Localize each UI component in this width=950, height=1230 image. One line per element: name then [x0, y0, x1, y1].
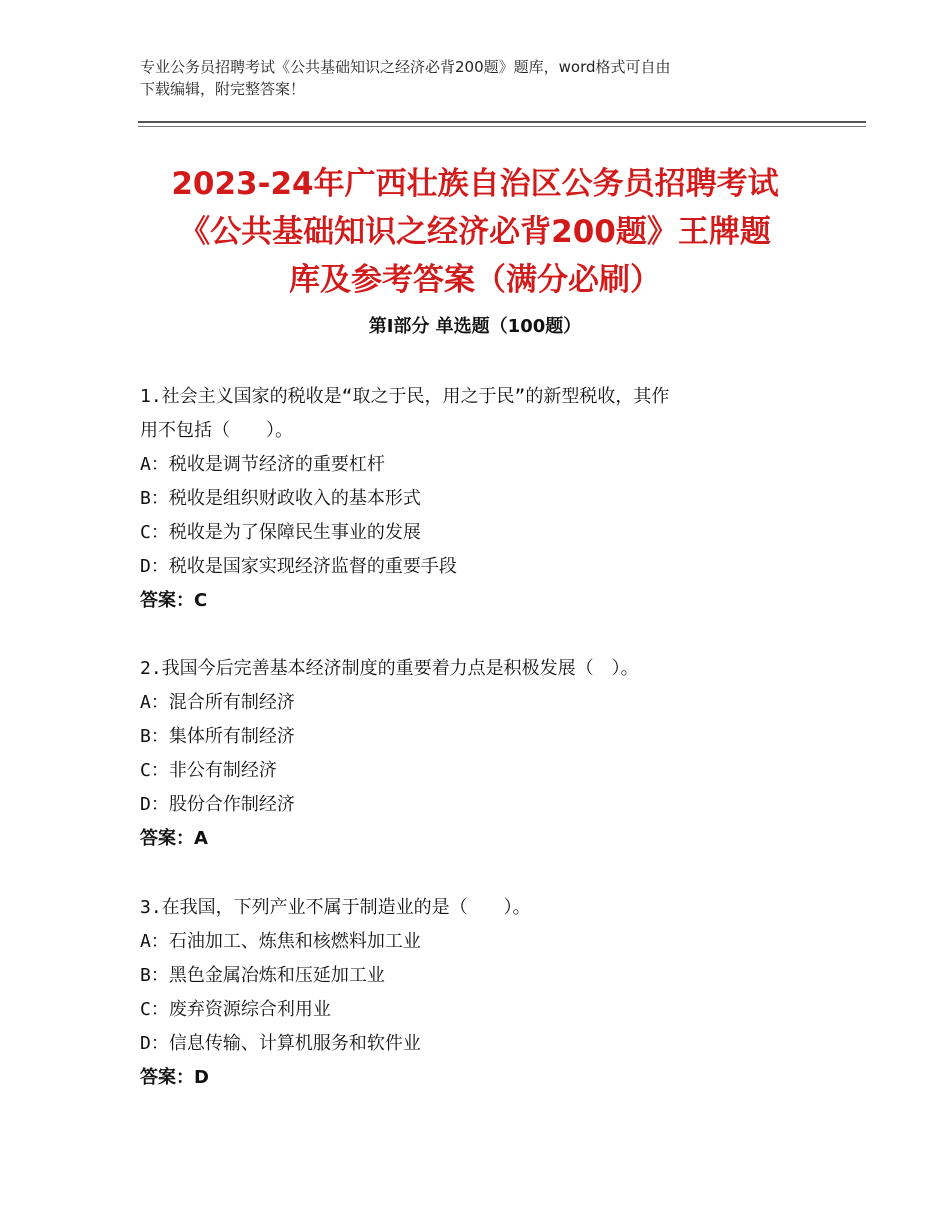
section-heading: 第Ⅰ部分 单选题（100题）: [368, 316, 582, 337]
option-b: B：税收是组织财政收入的基本形式: [140, 488, 421, 509]
header-note: [140, 56, 810, 100]
question-stem-continued: 用不包括（ ）。: [140, 420, 293, 441]
option-d: D：信息传输、计算机服务和软件业: [140, 1033, 421, 1054]
answer-label: 答案：C: [140, 590, 208, 611]
option-d: D：税收是国家实现经济监督的重要手段: [140, 556, 457, 577]
question-2: [140, 652, 820, 856]
header-divider-thin: [138, 126, 866, 127]
answer-label: 答案：A: [140, 828, 208, 849]
option-d: D：股份合作制经济: [140, 794, 295, 815]
option-b: B：黑色金属冶炼和压延加工业: [140, 965, 385, 986]
option-a: A：税收是调节经济的重要杠杆: [140, 454, 385, 475]
header-note-line-1: 专业公务员招聘考试《公共基础知识之经济必背200题》题库，word格式可自由: [140, 58, 671, 76]
question-stem: 1.社会主义国家的税收是“取之于民，用之于民”的新型税收，其作: [140, 386, 670, 407]
option-c: C：非公有制经济: [140, 760, 277, 781]
header-divider-thick: [138, 121, 866, 123]
title-line-1: 2023-24年广西壮族自治区公务员招聘考试: [171, 166, 779, 202]
question-1: [140, 380, 820, 618]
header-note-line-2: 下载编辑，附完整答案！: [140, 80, 306, 98]
document-title: [100, 160, 850, 304]
answer-label: 答案：D: [140, 1067, 209, 1088]
question-stem: 3.在我国，下列产业不属于制造业的是（ ）。: [140, 897, 531, 918]
option-a: A：石油加工、炼焦和核燃料加工业: [140, 931, 421, 952]
option-a: A：混合所有制经济: [140, 692, 295, 713]
option-c: C：税收是为了保障民生事业的发展: [140, 522, 421, 543]
question-stem: 2.我国今后完善基本经济制度的重要着力点是积极发展（ ）。: [140, 658, 639, 679]
title-line-3: 库及参考答案（满分必刷）: [289, 262, 661, 298]
option-c: C：废弃资源综合利用业: [140, 999, 331, 1020]
title-line-2: 《公共基础知识之经济必背200题》王牌题: [179, 214, 771, 250]
option-b: B：集体所有制经济: [140, 726, 295, 747]
question-3: [140, 891, 820, 1095]
